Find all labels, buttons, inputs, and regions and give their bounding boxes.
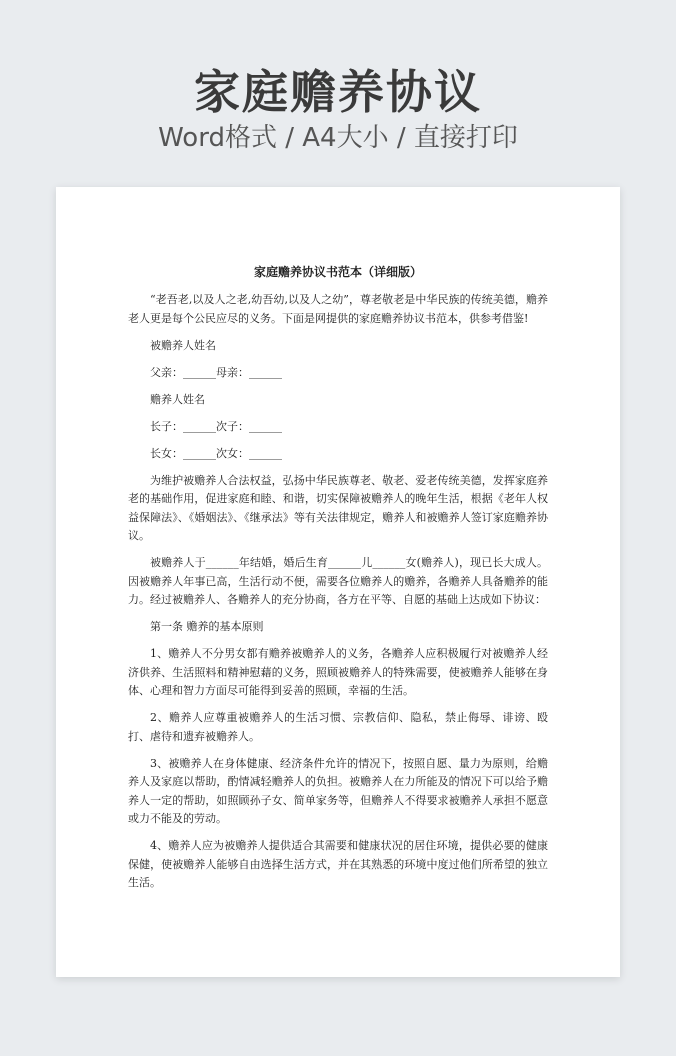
clause-1: 1、赡养人不分男女都有赡养被赡养人的义务，各赡养人应积极履行对被赡养人经济供养、生活照料和精神慰藉的义务，照顾被赡养人的特殊需要，使被赡养人能够在身体、心理和智力方面尽可能得到妥善的照顾，幸福的生活。 [128,647,548,697]
document-body [128,263,548,901]
page-title: 家庭赡养协议 [194,65,482,119]
daughters-line: 长女：______次女：______ [150,446,282,460]
intro-paragraph: “老吾老,以及人之老,幼吾幼,以及人之幼”，尊老敬老是中华民族的传统美德，赡养老人更是每个公民应尽的义务。下面是网提供的家庭赡养协议书范本，供参考借鉴! [128,293,548,325]
purpose-paragraph: 为维护被赡养人合法权益，弘扬中华民族尊老、敬老、爱老传统美德，发挥家庭养老的基础作用，促进家庭和睦、和谐，切实保障被赡养人的晚年生活，根据《老年人权益保障法》、《婚姻法》、《继承法》等有关法律规定，赡养人和被赡养人签订家庭赡养协议。 [128,473,548,542]
clause-3: 3、被赡养人在身体健康、经济条件允许的情况下，按照自愿、量力为原则，给赡养人及家庭以帮助，酌情减轻赡养人的负担。被赡养人在力所能及的情况下可以给予赡养人一定的帮助，如照顾孙子女、简单家务等，但赡养人不得要求被赡养人承担不愿意或力不能及的劳动。 [128,756,548,825]
sons-line: 长子：______次子：______ [150,419,282,433]
father-mother-line: 父亲：______母亲：______ [150,365,282,379]
supporter-label: 赡养人姓名 [150,392,205,406]
article-1-heading: 第一条 赡养的基本原则 [150,620,264,633]
clause-2: 2、赡养人应尊重被赡养人的生活习惯、宗教信仰、隐私，禁止侮辱、诽谤、殴打、虐待和遗弃被赡养人。 [128,711,548,743]
document-title: 家庭赡养协议书范本（详细版） [253,265,422,279]
background-paragraph: 被赡养人于______年结婚，婚后生育______儿______女(赡养人)，现已长大成人。因被赡养人年事已高，生活行动不便，需要各位赡养人的赡养，各赡养人具备赡养的能力。经过被赡养人、各赡养人的充分协商，各方在平等、自愿的基础上达成如下协议： [128,556,548,606]
supported-person-label: 被赡养人姓名 [150,338,216,352]
page-subtitle: Word格式 / A4大小 / 直接打印 [158,123,518,153]
document-page [56,187,620,977]
clause-4: 4、赡养人应为被赡养人提供适合其需要和健康状况的居住环境，提供必要的健康保健，使被赡养人能够自由选择生活方式，并在其熟悉的环境中度过他们所希望的独立生活。 [128,839,548,889]
